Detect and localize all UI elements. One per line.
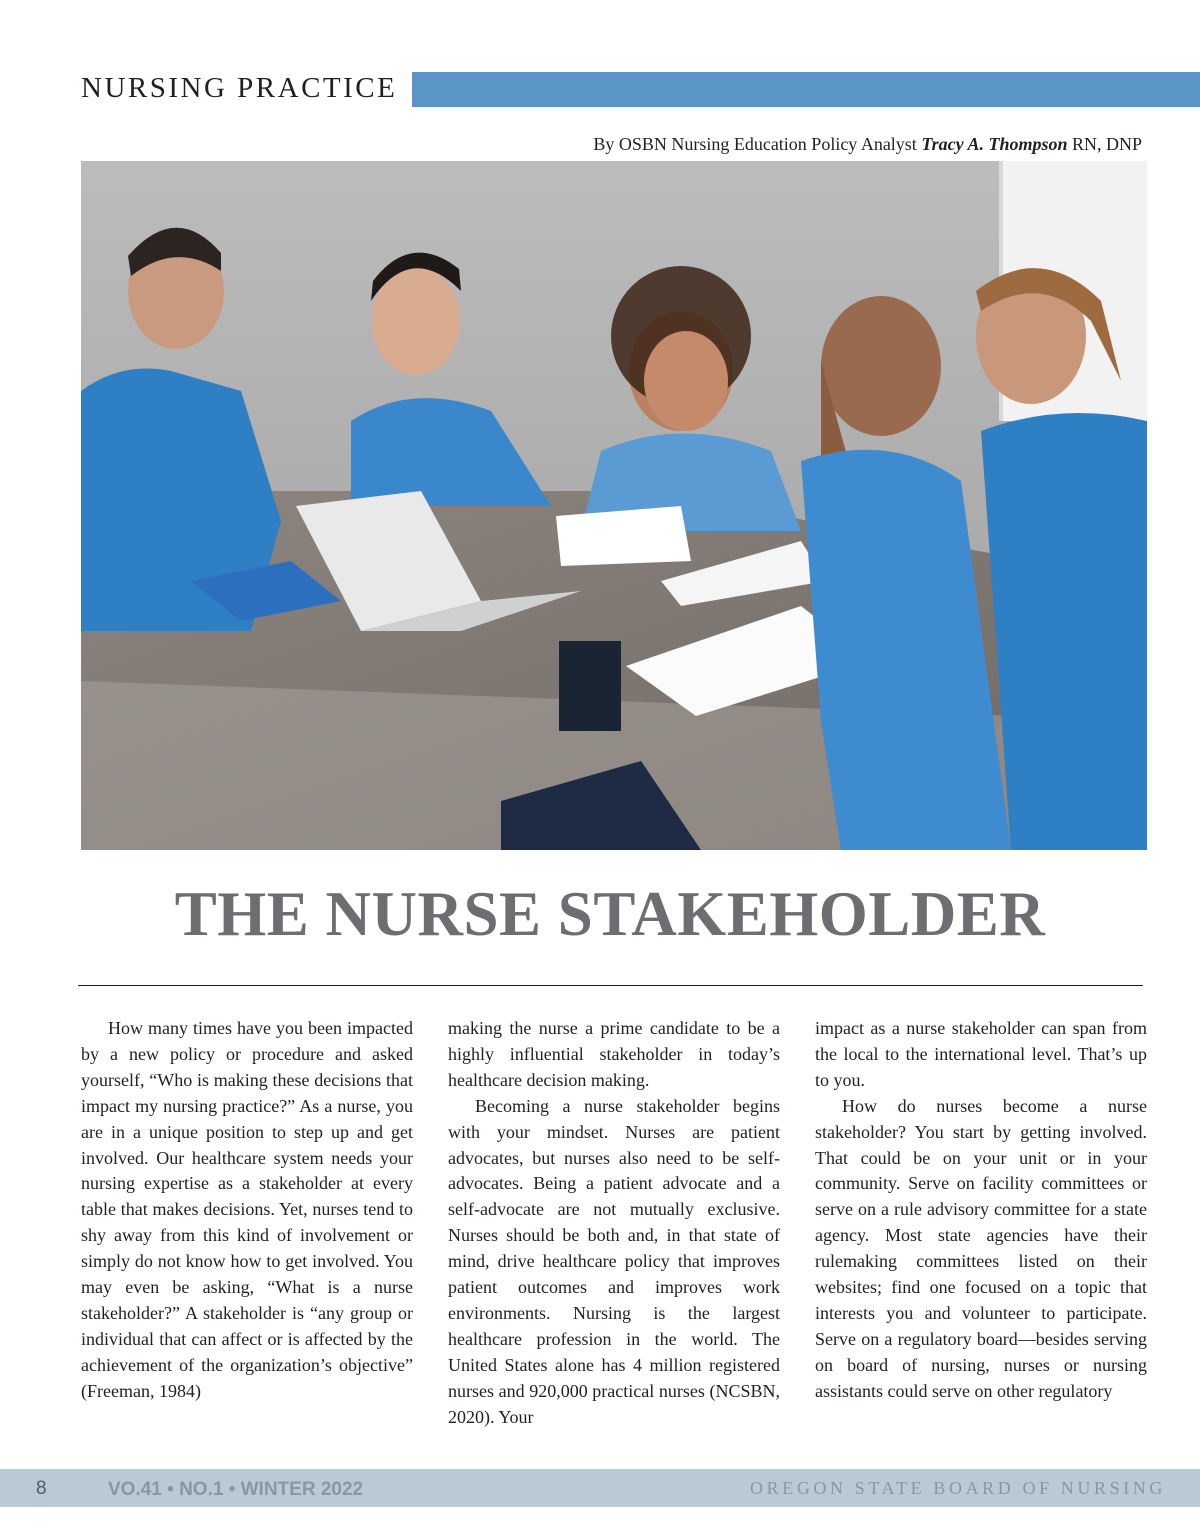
article-photo — [81, 161, 1147, 850]
page-number: 8 — [36, 1478, 47, 1499]
paragraph: Becoming a nurse stakeholder begins with your mindset. Nurses are patient advocates, but nurses also need to be self-advocates. Being a patient advocate and a self-advocate are not mutually exclusive. Nurses should be both and, in that state of mind, drive healthcare policy that improves patient outcomes and improves work environments. Nursing is the largest healthcare profession in the world. The United States alone has 4 million registered nurses and 920,000 practical nurses (NCSBN, 2020). Your — [448, 1095, 780, 1427]
title-divider — [78, 985, 1143, 986]
byline-author: Tracy A. Thompson — [921, 134, 1068, 154]
article-column-1 — [81, 1016, 413, 1405]
byline-credentials: RN, DNP — [1067, 134, 1142, 154]
article-title: THE NURSE STAKEHOLDER — [174, 879, 1046, 949]
photo-nurses-meeting — [81, 161, 1147, 850]
paragraph: impact as a nurse stakeholder can span from the local to the international level. That’s up to you. — [815, 1018, 1147, 1090]
organization-name: OREGON STATE BOARD OF NURSING — [750, 1478, 1166, 1498]
byline — [593, 134, 1142, 155]
paragraph: making the nurse a prime candidate to be a highly influential stakeholder in today’s healthcare decision making. — [448, 1018, 780, 1090]
article-column-2 — [448, 1016, 780, 1431]
article-column-3 — [815, 1016, 1147, 1405]
page-footer — [0, 1469, 1200, 1507]
header-accent-bar — [412, 72, 1200, 107]
paragraph: How do nurses become a nurse stakeholder? You start by getting involved. That could be on your unit or in your community. Serve on facility committees or serve on a rule advisory committee for a state agency. Most state agencies have their rulemaking committees listed on their websites; find one focused on a topic that interests you and volunteer to participate. Serve on a regulatory board—besides serving on board of nursing, nurses or nursing assistants could serve on other regulatory — [815, 1095, 1147, 1401]
paragraph: How many times have you been impacted by a new policy or procedure and asked yourself, “Who is making these decisions that impact my nursing practice?” As a nurse, you are in a unique position to step up and get involved. Our healthcare system needs your nursing expertise as a stakeholder at every table that makes decisions. Yet, nurses tend to shy away from this kind of involvement or simply do not know how to get involved. You may even be asking, “What is a nurse stakeholder?” A stakeholder is “any group or individual that can affect or is affected by the achievement of the organization’s objective” (Freeman, 1984) — [81, 1018, 413, 1401]
byline-prefix: By OSBN Nursing Education Policy Analyst — [593, 134, 922, 154]
issue-label: VO.41 • NO.1 • WINTER 2022 — [108, 1479, 364, 1500]
section-label: NURSING PRACTICE — [81, 72, 398, 104]
